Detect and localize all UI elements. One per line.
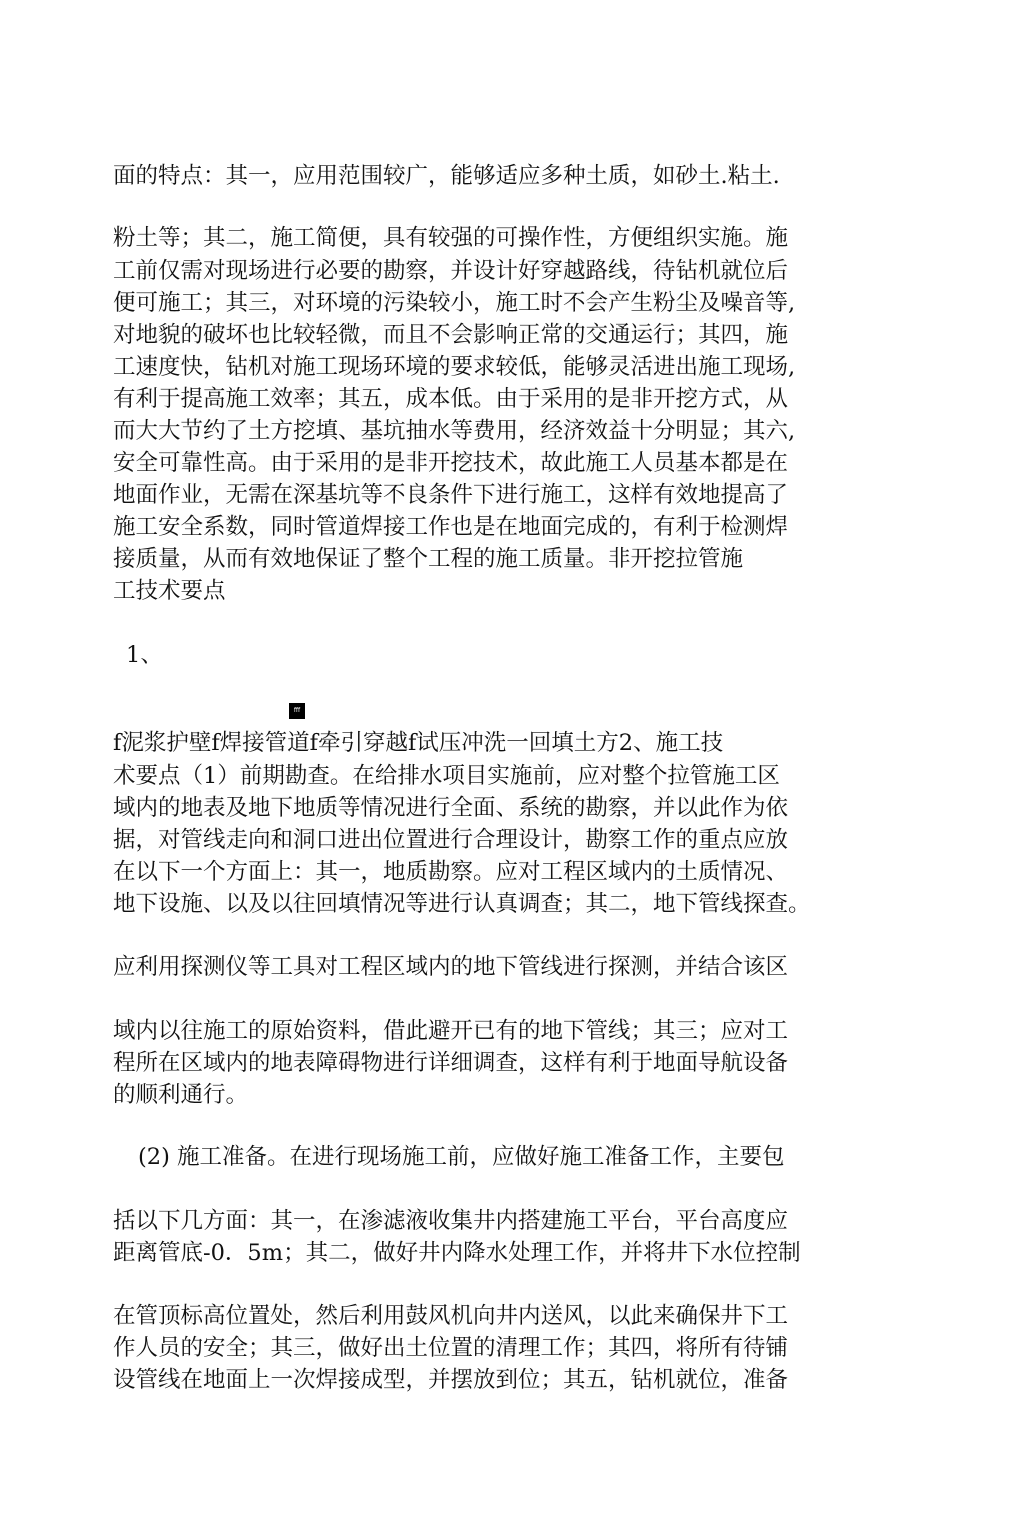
text-line: 据，对管线走向和洞口进出位置进行合理设计，勘察工作的重点应放 (113, 827, 789, 853)
section-heading: 工技术要点 (113, 578, 226, 604)
text-line: 术要点（1）前期勘查。在给排水项目实施前，应对整个拉管施工区 (113, 763, 780, 789)
text-line: 应利用探测仪等工具对工程区域内的地下管线进行探测，并结合该区 (113, 954, 789, 980)
text-line: 地面作业，无需在深基坑等不良条件下进行施工，这样有效地提高了 (113, 482, 789, 508)
text-line: 有利于提高施工效率；其五，成本低。由于采用的是非开挖方式，从 (113, 386, 789, 412)
text-line: 便可施工；其三，对环境的污染较小，施工时不会产生粉尘及噪音等, (113, 290, 796, 316)
text-line: 安全可靠性高。由于采用的是非开挖技术，故此施工人员基本都是在 (113, 450, 789, 476)
text-line: 的顺利通行。 (113, 1082, 249, 1108)
text-line: 工速度快，钻机对施工现场环境的要求较低，能够灵活进出施工现场, (113, 354, 796, 380)
text-line: 程所在区域内的地表障碍物进行详细调查，这样有利于地面导航设备 (113, 1050, 789, 1076)
text-line: 而大大节约了土方挖填、基坑抽水等费用，经济效益十分明显；其六, (113, 418, 796, 444)
text-line: 面的特点：其一，应用范围较广，能够适应多种土质，如砂土.粘土. (113, 163, 780, 189)
text-line: 地下设施、以及以往回填情况等进行认真调查；其二，地下管线探查。 (113, 891, 811, 917)
text-line: 在管顶标高位置处，然后利用鼓风机向井内送风，以此来确保井下工 (113, 1303, 789, 1329)
text-line: 括以下几方面：其一，在渗滤液收集井内搭建施工平台，平台高度应 (113, 1208, 789, 1234)
text-line: 距离管底-0．5m；其二，做好井内降水处理工作，并将井下水位控制 (113, 1240, 801, 1266)
text-line: 在以下一个方面上：其一，地质勘察。应对工程区域内的土质情况、 (113, 859, 789, 885)
text-line: 施工安全系数，同时管道焊接工作也是在地面完成的，有利于检测焊 (113, 514, 789, 540)
text-line: 域内以往施工的原始资料，借此避开已有的地下管线；其三；应对工 (113, 1018, 789, 1044)
text-line: (2) 施工准备。在进行现场施工前，应做好施工准备工作，主要包 (138, 1144, 785, 1170)
text-line: 对地貌的破坏也比较轻微，而且不会影响正常的交通运行；其四，施 (113, 322, 789, 348)
text-line: 粉土等；其二，施工简便，具有较强的可操作性，方便组织实施。施 (113, 225, 789, 251)
text-line: 作人员的安全；其三，做好出土位置的清理工作；其四，将所有待铺 (113, 1335, 789, 1361)
list-number: 1、 (126, 642, 163, 668)
flowchart-image-placeholder: fff (289, 703, 305, 719)
text-line: f泥浆护壁f焊接管道f牵引穿越f试压冲洗一回填土方2、施工技 (113, 730, 724, 756)
text-line: 设管线在地面上一次焊接成型，并摆放到位；其五，钻机就位，准备 (113, 1367, 789, 1393)
text-line: 接质量，从而有效地保证了整个工程的施工质量。非开挖拉管施 (113, 546, 744, 572)
text-line: 工前仅需对现场进行必要的勘察，并设计好穿越路线，待钻机就位后 (113, 258, 789, 284)
text-line: 域内的地表及地下地质等情况进行全面、系统的勘察，并以此作为依 (113, 795, 789, 821)
